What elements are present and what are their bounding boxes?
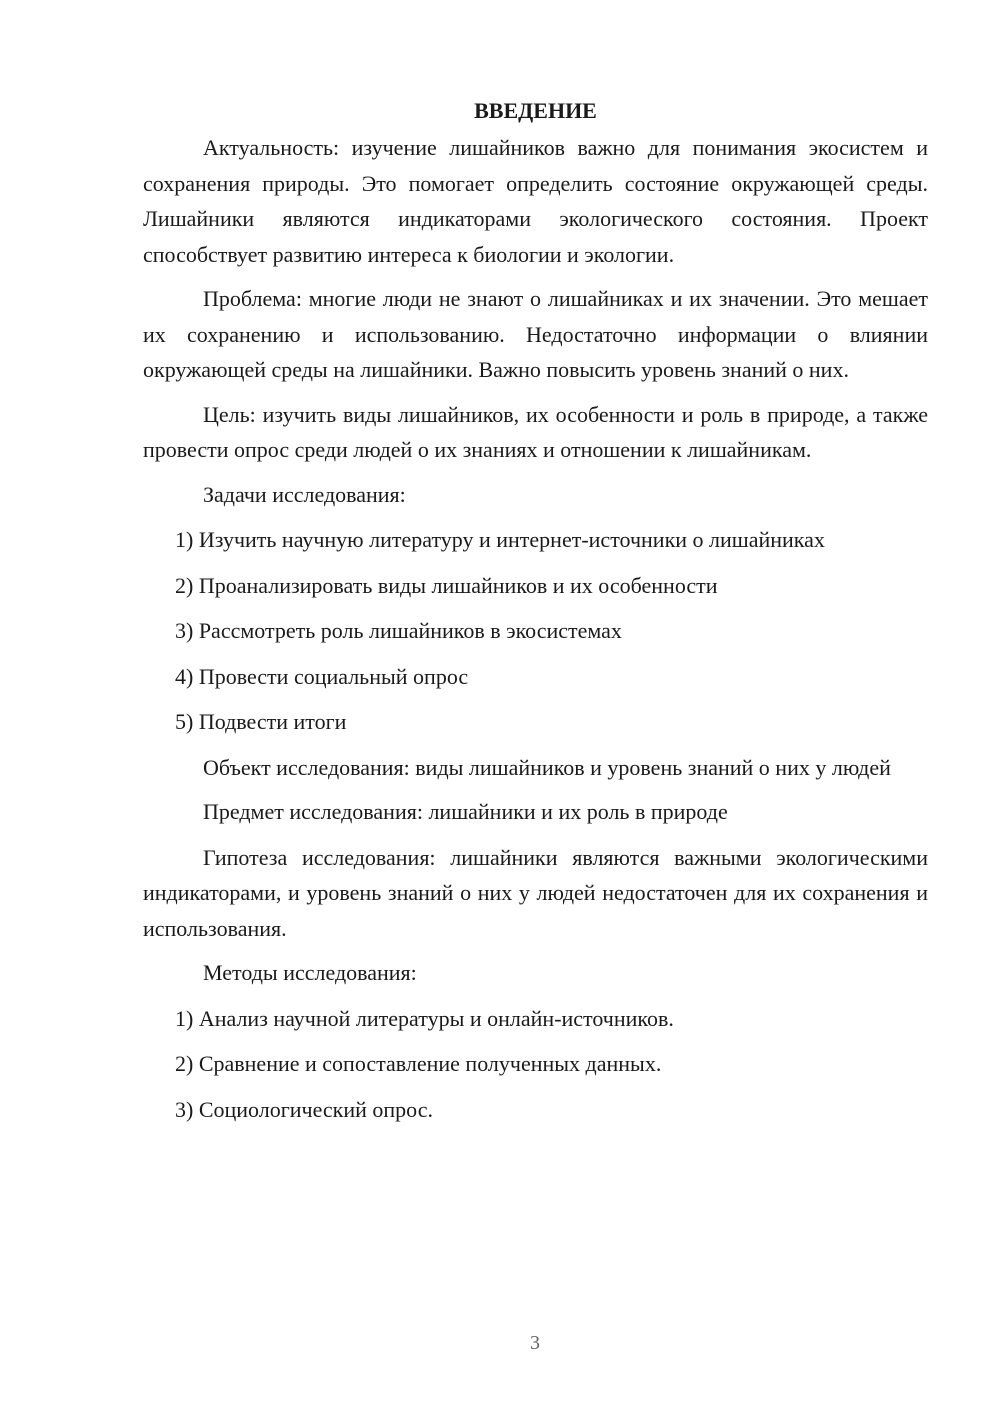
page-content (143, 93, 928, 1137)
methods-heading: Методы исследования: (203, 960, 417, 985)
task-item: 3) Рассмотреть роль лишайников в экосистемах (175, 618, 622, 643)
subject-paragraph: Предмет исследования: лишайники и их роль в природе (203, 799, 728, 824)
page-title: ВВЕДЕНИЕ (474, 98, 597, 123)
relevance-paragraph: Актуальность: изучение лишайников важно для понимания экосистем и сохранения природы. Это помогает определить состояние окружающей среды. Лишайники являются индикаторами экологического состояния. Проект способствует развитию интереса к биологии и экологии. (143, 135, 928, 267)
object-paragraph: Объект исследования: виды лишайников и уровень знаний о них у людей (203, 754, 891, 780)
hypothesis-paragraph: Гипотеза исследования: лишайники являются важными экологическими индикаторами, и уровень знаний о них у людей недостаточен для их сохранения и использования. (143, 844, 928, 941)
methods-list (143, 1001, 928, 1128)
method-item: 2) Сравнение и сопоставление полученных данных. (175, 1051, 662, 1076)
problem-paragraph: Проблема: многие люди не знают о лишайниках и их значении. Это мешает их сохранению и использованию. Недостаточно информации о влиянии окружающей среды на лишайники. Важно повысить уровень знаний о них. (143, 286, 928, 382)
page-number: 3 (530, 1332, 540, 1354)
tasks-heading: Задачи исследования: (203, 481, 406, 507)
task-item: 5) Подвести итоги (175, 709, 347, 734)
method-item: 1) Анализ научной литературы и онлайн-источников. (175, 1005, 674, 1031)
task-item: 2) Проанализировать виды лишайников и их особенности (175, 572, 718, 598)
task-item: 1) Изучить научную литературу и интернет-источники о лишайниках (175, 527, 825, 552)
goal-paragraph: Цель: изучить виды лишайников, их особенности и роль в природе, а также провести опрос среди людей о их знаниях и отношении к лишайникам. (143, 401, 928, 462)
method-item: 3) Социологический опрос. (175, 1096, 433, 1122)
task-item: 4) Провести социальный опрос (175, 663, 469, 689)
tasks-list (143, 522, 928, 740)
